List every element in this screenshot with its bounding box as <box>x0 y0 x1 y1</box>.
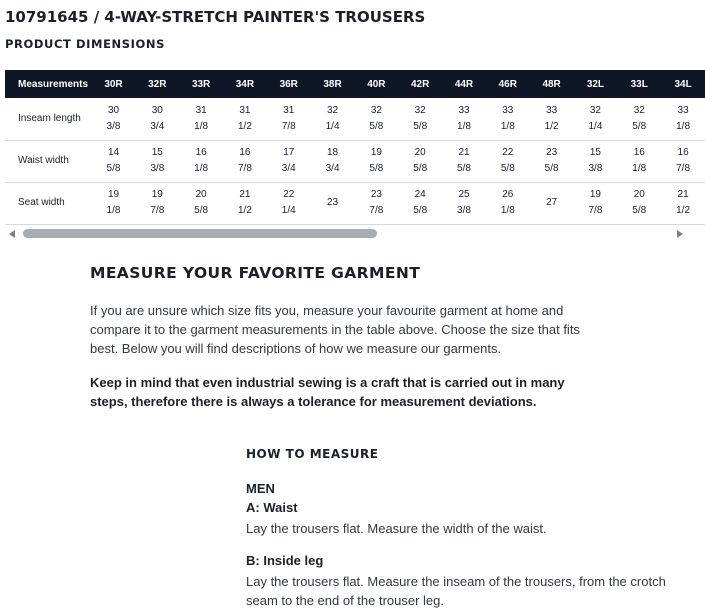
cell-fraction: 1/4 <box>325 120 340 132</box>
cell-fraction: 1/4 <box>281 205 296 216</box>
cell-whole: 21 <box>458 147 470 158</box>
cell-fraction: 3/4 <box>325 163 340 174</box>
size-header-33l: 33L <box>630 78 648 90</box>
inside-leg-instructions: Lay the trousers flat. Measure the inseam of the trousers, from the crotch seam to the end of the trouser leg. <box>246 574 666 608</box>
cell-whole: 17 <box>283 147 295 158</box>
cell-whole: 18 <box>327 147 339 158</box>
cell-fraction: 1/2 <box>544 120 559 132</box>
cell-whole: 16 <box>633 147 645 158</box>
cell-whole: 20 <box>633 189 645 200</box>
table-cell <box>486 182 530 224</box>
cell-whole: 19 <box>370 147 382 158</box>
cell-fraction: 3/8 <box>588 163 603 174</box>
measure-intro-text: If you are unsure which size fits you, measure your favourite garment at home and compare it to the garment measurements in the table above. Choose the size that fits best. Below you will find descriptions of how we measure our garments. <box>90 303 580 356</box>
cell-fraction: 5/8 <box>413 163 428 174</box>
table-cell <box>267 182 311 224</box>
cell-whole: 23 <box>546 147 558 158</box>
cell-whole: 33 <box>502 104 514 116</box>
cell-fraction: 1/8 <box>194 163 209 174</box>
cell-fraction: 5/8 <box>632 120 647 132</box>
table-cell <box>354 140 398 182</box>
cell-whole: 19 <box>589 189 601 200</box>
table-cell <box>92 182 136 224</box>
table-cell <box>311 182 355 224</box>
size-table <box>5 70 705 225</box>
cell-fraction: 5/8 <box>413 120 428 132</box>
arrow-left-icon[interactable] <box>9 230 15 238</box>
cell-fraction: 7/8 <box>676 163 691 174</box>
table-cell <box>354 182 398 224</box>
cell-fraction: 1/2 <box>676 205 691 216</box>
scrollbar-thumb[interactable] <box>23 229 377 238</box>
cell-whole: 23 <box>327 197 339 208</box>
product-dimensions-heading: PRODUCT DIMENSIONS <box>5 37 166 51</box>
cell-fraction: 5/8 <box>500 163 515 174</box>
cell-whole: 33 <box>458 104 470 116</box>
waist-instructions: Lay the trousers flat. Measure the width of the waist. <box>246 521 547 536</box>
cell-fraction: 7/8 <box>150 205 165 216</box>
size-header-48r: 48R <box>542 78 561 90</box>
cell-whole: 19 <box>151 189 163 200</box>
table-cell <box>223 98 267 140</box>
cell-whole: 16 <box>195 147 207 158</box>
cell-fraction: 3/8 <box>150 163 165 174</box>
size-header-40r: 40R <box>367 78 386 90</box>
table-row <box>5 182 705 224</box>
cell-whole: 30 <box>151 104 163 116</box>
table-cell <box>311 140 355 182</box>
cell-fraction: 7/8 <box>369 205 384 216</box>
tolerance-note: Keep in mind that even industrial sewing is a craft that is carried out in many steps, therefore there is always a tolerance for measurement deviations. <box>90 375 565 409</box>
table-cell <box>267 140 311 182</box>
table-cell <box>442 182 486 224</box>
cell-fraction: 5/8 <box>194 205 209 216</box>
cell-whole: 24 <box>414 189 426 200</box>
cell-whole: 21 <box>677 189 689 200</box>
size-table-scroll-area[interactable] <box>5 70 692 226</box>
product-title: 10791645 / 4-WAY-STRETCH PAINTER'S TROUSERS <box>5 8 426 26</box>
size-header-32l: 32L <box>586 78 605 90</box>
cell-fraction: 1/8 <box>457 120 471 132</box>
table-cell <box>179 182 223 224</box>
cell-fraction: 5/8 <box>632 205 647 216</box>
size-header-30r: 30R <box>104 78 123 90</box>
size-header-34l: 34L <box>674 78 692 90</box>
table-cell <box>486 98 530 140</box>
table-cell <box>661 98 705 140</box>
table-cell <box>179 140 223 182</box>
table-cell <box>354 98 398 140</box>
size-table-body <box>5 98 705 224</box>
cell-whole: 26 <box>502 189 514 200</box>
row-label: Seat width <box>18 197 65 208</box>
table-cell <box>92 98 136 140</box>
horizontal-scrollbar[interactable] <box>5 227 689 241</box>
how-to-measure-heading: HOW TO MEASURE <box>246 447 379 461</box>
table-cell <box>398 140 442 182</box>
inside-leg-label: B: Inside leg <box>246 553 324 568</box>
table-cell <box>530 98 574 140</box>
cell-whole: 33 <box>677 104 689 116</box>
cell-fraction: 3/8 <box>106 120 121 132</box>
cell-fraction: 5/8 <box>544 163 559 174</box>
cell-whole: 15 <box>151 147 163 158</box>
table-cell <box>135 98 179 140</box>
size-header-34r: 34R <box>235 78 255 90</box>
cell-whole: 32 <box>414 104 426 116</box>
cell-whole: 19 <box>107 189 120 200</box>
table-cell <box>661 140 705 182</box>
cell-fraction: 7/8 <box>588 205 603 216</box>
table-cell <box>442 140 486 182</box>
cell-whole: 22 <box>283 189 295 200</box>
size-header-33r: 33R <box>191 78 211 90</box>
cell-whole: 32 <box>633 104 645 116</box>
table-row <box>5 140 705 182</box>
cell-fraction: 1/8 <box>106 205 121 216</box>
cell-fraction: 5/8 <box>413 205 428 216</box>
row-label: Inseam length <box>18 112 81 124</box>
cell-fraction: 5/8 <box>106 163 121 174</box>
table-cell <box>442 98 486 140</box>
table-row <box>5 98 705 140</box>
size-header-44r: 44R <box>454 78 474 90</box>
cell-fraction: 5/8 <box>369 163 384 174</box>
table-cell <box>135 182 179 224</box>
waist-label: A: Waist <box>246 500 298 515</box>
size-header-42r: 42R <box>411 78 430 90</box>
size-header-38r: 38R <box>323 78 342 90</box>
measure-garment-heading: MEASURE YOUR FAVORITE GARMENT <box>90 264 421 282</box>
cell-fraction: 1/8 <box>632 163 647 174</box>
cell-whole: 20 <box>195 189 207 200</box>
cell-whole: 15 <box>589 147 601 158</box>
size-header-36r: 36R <box>279 78 298 90</box>
cell-whole: 21 <box>239 189 251 200</box>
table-cell <box>574 182 618 224</box>
cell-fraction: 3/4 <box>150 120 165 132</box>
cell-fraction: 1/8 <box>676 120 691 132</box>
cell-whole: 31 <box>195 104 207 116</box>
cell-whole: 33 <box>546 104 558 116</box>
cell-whole: 25 <box>458 189 470 200</box>
cell-fraction: 5/8 <box>369 120 384 132</box>
table-cell <box>530 182 574 224</box>
cell-whole: 32 <box>327 104 339 116</box>
cell-whole: 31 <box>239 104 251 116</box>
cell-whole: 27 <box>546 197 558 208</box>
cell-whole: 14 <box>107 147 120 158</box>
table-cell <box>617 140 661 182</box>
table-cell <box>311 98 355 140</box>
size-header-46r: 46R <box>498 78 517 90</box>
table-cell <box>617 182 661 224</box>
table-cell <box>661 182 705 224</box>
table-cell <box>398 182 442 224</box>
cell-fraction: 1/8 <box>500 205 515 216</box>
cell-whole: 23 <box>370 189 382 200</box>
row-label: Waist width <box>18 155 69 166</box>
cell-fraction: 7/8 <box>237 163 252 174</box>
cell-whole: 20 <box>414 147 426 158</box>
men-group-label: MEN <box>246 481 275 496</box>
table-cell <box>267 98 311 140</box>
table-cell <box>486 140 530 182</box>
table-cell <box>92 140 136 182</box>
cell-fraction: 1/4 <box>588 120 603 132</box>
table-cell <box>617 98 661 140</box>
cell-whole: 32 <box>370 104 382 116</box>
cell-fraction: 1/8 <box>500 120 515 132</box>
table-cell <box>574 140 618 182</box>
cell-fraction: 3/4 <box>281 163 296 174</box>
cell-whole: 32 <box>589 104 601 116</box>
table-cell <box>530 140 574 182</box>
table-cell <box>398 98 442 140</box>
table-cell <box>223 140 267 182</box>
cell-whole: 22 <box>502 147 514 158</box>
cell-fraction: 1/2 <box>237 120 252 132</box>
cell-whole: 16 <box>239 147 251 158</box>
cell-whole: 16 <box>677 147 689 158</box>
cell-fraction: 3/8 <box>457 205 471 216</box>
table-cell <box>179 98 223 140</box>
table-cell <box>135 140 179 182</box>
cell-whole: 31 <box>283 104 295 116</box>
size-header-row <box>5 70 705 98</box>
cell-whole: 30 <box>107 104 120 116</box>
table-cell <box>574 98 618 140</box>
cell-fraction: 7/8 <box>281 120 296 132</box>
size-header-32r: 32R <box>148 78 167 90</box>
arrow-right-icon[interactable] <box>677 230 683 238</box>
cell-fraction: 5/8 <box>457 163 471 174</box>
cell-fraction: 1/2 <box>237 205 252 216</box>
measurements-header: Measurements <box>18 78 89 90</box>
cell-fraction: 1/8 <box>194 120 209 132</box>
table-cell <box>223 182 267 224</box>
